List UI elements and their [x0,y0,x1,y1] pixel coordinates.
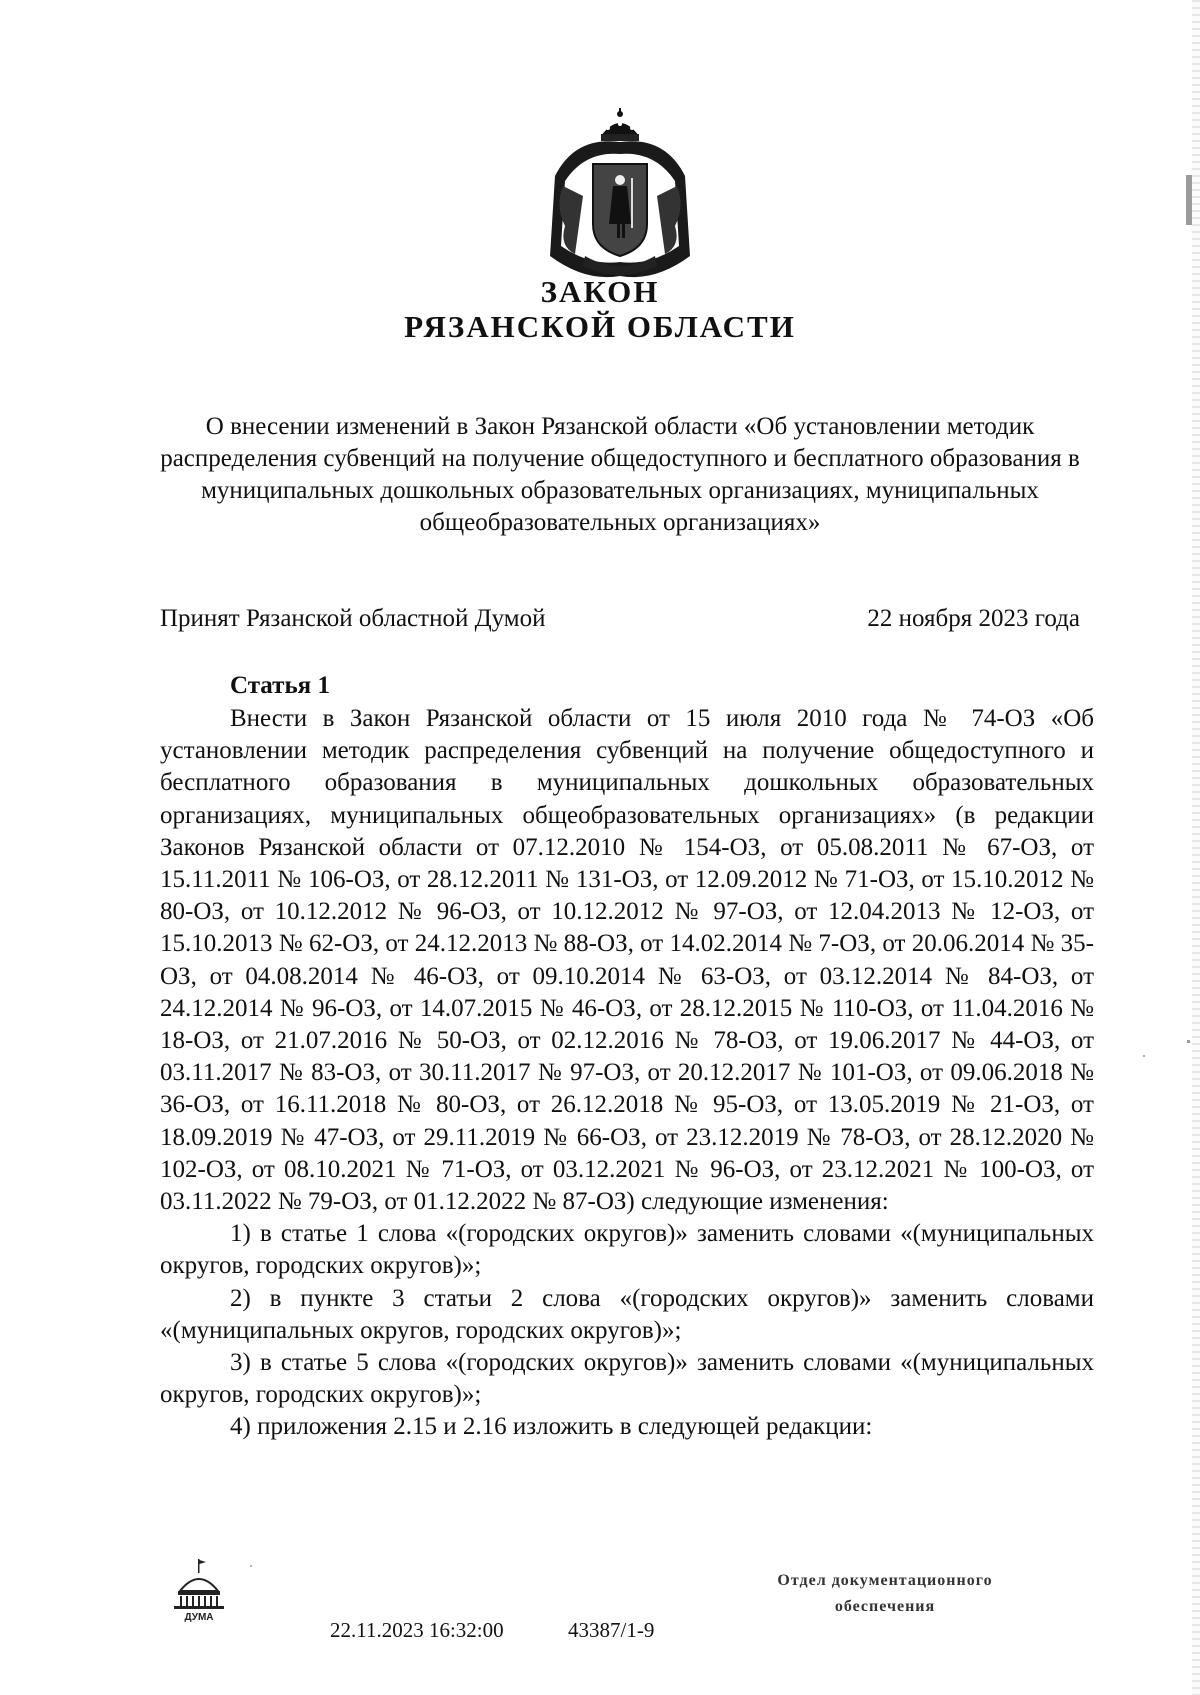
scan-mark [1187,1040,1190,1043]
registration-number: 43387/1-9 [568,1618,655,1642]
article-item-2: 2) в пункте 3 статьи 2 слова «(городских округов)» заменить словами «(муниципальных округов, городских округов)»; [160,1284,1094,1344]
duma-building-logo-icon [168,1557,230,1623]
article-item-4: 4) приложения 2.15 и 2.16 изложить в следующей редакции: [230,1413,873,1441]
adoption-line [160,605,1080,633]
office-stamp-line1: Отдел документационного [777,1572,993,1589]
article-paragraph: Внести в Закон Рязанской области от 15 июля 2010 года № 74-ОЗ «Об установлении методик распределения субвенций на получение общедоступного и бесплатного образования в муниципальных дошкольных образовательных организациях, муниципальных общеобразовательных организациях» (в редакции Законов Рязанской области от 07.12.2010 № 154-ОЗ, от 05.08.2011 № 67-ОЗ, от 15.11.2011 № 106-ОЗ, от 28.12.2011 № 131-ОЗ, от 12.09.2012 № 71-ОЗ, от 15.10.2012 № 80-ОЗ, от 10.12.2012 № 96-ОЗ, от 10.12.2012 № 97-ОЗ, от 12.04.2013 № 12-ОЗ, от 15.10.2013 № 62-ОЗ, от 24.12.2013 № 88-ОЗ, от 14.02.2014 № 7-ОЗ, от 20.06.2014 № 35-ОЗ, от 04.08.2014 № 46-ОЗ, от 09.10.2014 № 63-ОЗ, от 03.12.2014 № 84-ОЗ, от 24.12.2014 № 96-ОЗ, от 14.07.2015 № 46-ОЗ, от 28.12.2015 № 110-ОЗ, от 11.04.2016 № 18-ОЗ, от 21.07.2016 № 50-ОЗ, от 02.12.2016 № 78-ОЗ, от 19.06.2017 № 44-ОЗ, от 03.11.2017 № 83-ОЗ, от 30.11.2017 № 97-ОЗ, от 20.12.2017 № 101-ОЗ, от 09.06.2018 № 36-ОЗ, от 16.11.2018 № 80-ОЗ, от 26.12.2018 № 95-ОЗ, от 13.05.2019 № 21-ОЗ, от 18.09.2019 № 47-ОЗ, от 29.11.2019 № 66-ОЗ, от 23.12.2019 № 78-ОЗ, от 28.12.2020 № 102-ОЗ, от 08.10.2021 № 71-ОЗ, от 03.12.2021 № 96-ОЗ, от 23.12.2021 № 100-ОЗ, от 03.11.2022 № 79-ОЗ, от 01.12.2022 № 87-ОЗ) следующие изменения: [160,705,1094,1216]
adoption-date: 22 ноября 2023 года [867,605,1080,632]
adopted-by: Принят Рязанской областной Думой [160,605,546,632]
document-type-title: ЗАКОН [540,274,660,309]
law-subject: О внесении изменений в Закон Рязанской области «Об установлении методик распределения субвенций на получение общедоступного и бесплатного образования в муниципальных дошкольных образовательных организациях, муниципальных общеобразовательных организациях» [160,413,1080,536]
article-heading: Статья 1 [230,672,330,699]
scan-speck [250,1565,252,1567]
article-item-1: 1) в статье 1 слова «(городских округов)» заменить словами «(муниципальных округов, городских округов)»; [160,1220,1094,1280]
article-body [160,703,1094,1444]
issuer-title: РЯЗАНСКОЙ ОБЛАСТИ [404,309,796,344]
office-stamp [735,1568,1035,1620]
duma-logo-text: ДУМА [184,1612,214,1623]
scan-speck [1143,1055,1145,1057]
registration-datetime: 22.11.2023 16:32:00 [330,1618,504,1642]
ryazan-coat-of-arms-icon [545,106,695,284]
office-stamp-line2: обеспечения [834,1598,936,1615]
scan-mark [1186,175,1192,225]
article-item-3: 3) в статье 5 слова «(городских округов)» заменить словами «(муниципальных округов, городских округов)»; [160,1349,1094,1409]
scan-edge-artifact [1192,0,1200,1695]
